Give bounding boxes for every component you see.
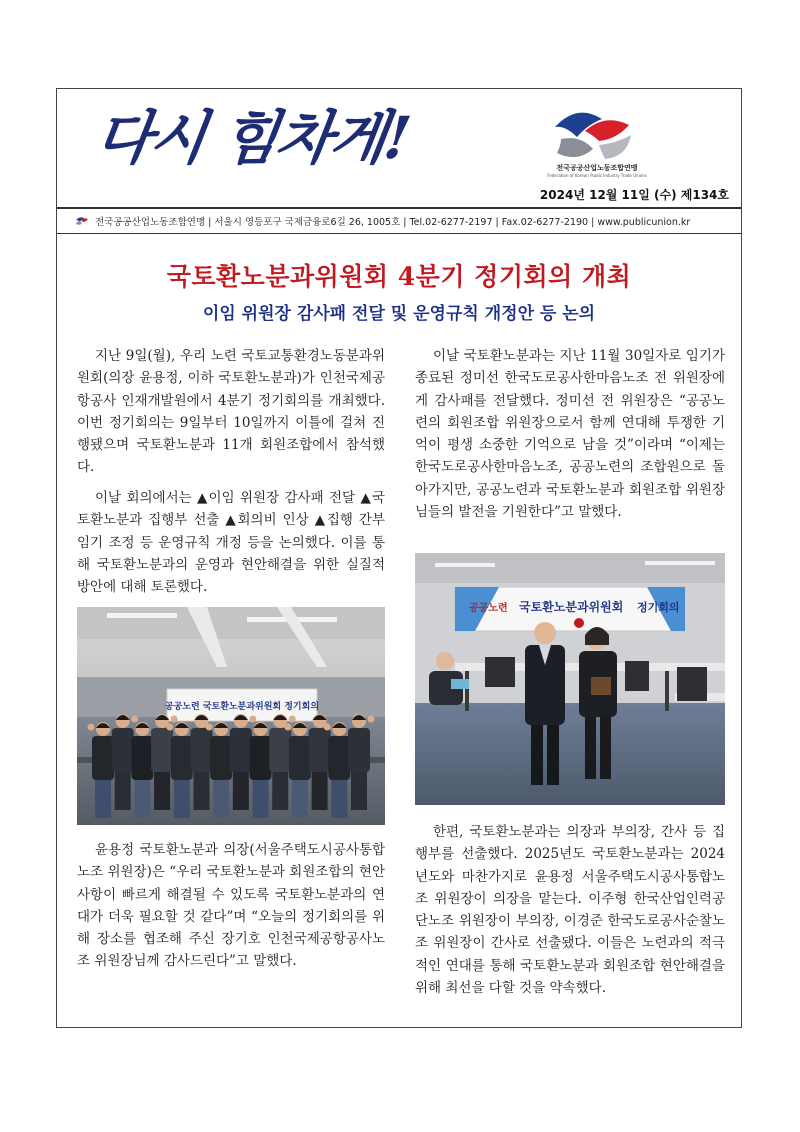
org-name-english: Federation of Korean Public Industry Trade Unions	[547, 173, 647, 178]
award-banner-main: 국토환노분과위원회	[519, 600, 624, 614]
paragraph-3: 윤용정 국토환노분과 의장(서울주택도시공사통합노조 위원장)은 “우리 국토환노분과 회원조합의 현안사항이 빠르게 해결될 수 있도록 국토환노분과의 연대가 더욱 필요할 것 같다”며 “오늘의 정기회의를 위해 장소를 협조해 주신 장기호 인천국제공항공사노조 위원장님께 감사드린다”고 말했다.	[77, 842, 385, 970]
mini-logo-icon	[75, 216, 89, 226]
person-figure	[250, 722, 272, 818]
masthead	[57, 89, 741, 207]
headline: 국토환노분과위원회 4분기 정기회의 개최	[166, 262, 632, 291]
newsletter-frame	[56, 88, 742, 1028]
issue-date: 2024년 12월 11일 (수) 제134호	[539, 188, 729, 202]
paragraph-4: 이날 국토환노분과는 지난 11월 30일자로 임기가 종료된 정미선 한국도로공사한마음노조 전 위원장에게 감사패를 전달했다. 정미선 전 위원장은 “공공노련의 회원조합 위원장으로서 함께 연대해 투쟁한 기억이 평생 소중한 기억으로 남을 것”이라며 “이제는 한국도로공사한마음노조, 공공노련의 조합원으로 돌아가지만, 공공노련과 국토환노분과 회원조합 위원장님들의 발전을 기원한다”고 말했다.	[415, 348, 725, 521]
award-photo	[415, 553, 725, 805]
person-figure	[131, 722, 153, 818]
group-photo	[77, 607, 385, 825]
paragraph-2: 이날 회의에서는 ▲이임 위원장 감사패 전달 ▲국토환노분과 집행부 선출 ▲회의비 인상 ▲집행 간부 임기 조정 등 운영규칙 개정 등을 논의했다. 이를 통해 국토환노분과의 운영과 현안해결을 위한 실질적 방안에 대해 토론했다.	[77, 490, 385, 596]
award-banner-suffix: 정기회의	[637, 601, 680, 614]
paragraph-5: 한편, 국토환노분과는 의장과 부의장, 간사 등 집행부를 선출했다. 2025년도 국토환노분과는 2024년도와 마찬가지로 윤용정 서울주택도시공사통합노조 위원장이 의장을 맡는다. 이주형 한국산업인력공단노조 위원장이 부의장, 이경준 한국도로공사순찰노조 위원장이 간사로 선출됐다. 이들은 노련과의 적극적인 연대를 통해 국토환노분과 회원조합 현안해결을 위해 최선을 다할 것을 약속했다.	[415, 824, 725, 997]
group-photo-banner: 공공노련 국토환노분과위원회 정기회의	[164, 702, 320, 712]
info-bar	[57, 207, 741, 234]
award-banner-prefix: 공공노련	[469, 603, 508, 614]
org-name: 전국공공산업노동조합연맹	[556, 164, 638, 172]
contact-info: 전국공공산업노동조합연맹 | 서울시 영등포구 국제금융로6길 26, 1005호 | Tel.02-6277-2197 | Fax.02-6277-2190 | www.publicunion.kr	[95, 217, 691, 228]
union-logo-icon	[547, 105, 637, 165]
masthead-title: 다시 힘차게!	[91, 104, 413, 172]
paragraph-1: 지난 9일(월), 우리 노련 국토교통환경노동분과위원회(의장 윤용정, 이하 국토환노분과)가 인천국제공항공사 인재개발원에서 4분기 정기회의를 개최했다. 이번 정기회의는 9일부터 10일까지 이틀에 걸쳐 진행됐으며 국토환노분과 11개 회원조합에서 참석했다.	[77, 348, 385, 476]
subhead: 이임 위원장 감사패 전달 및 운영규칙 개정안 등 논의	[202, 304, 596, 324]
